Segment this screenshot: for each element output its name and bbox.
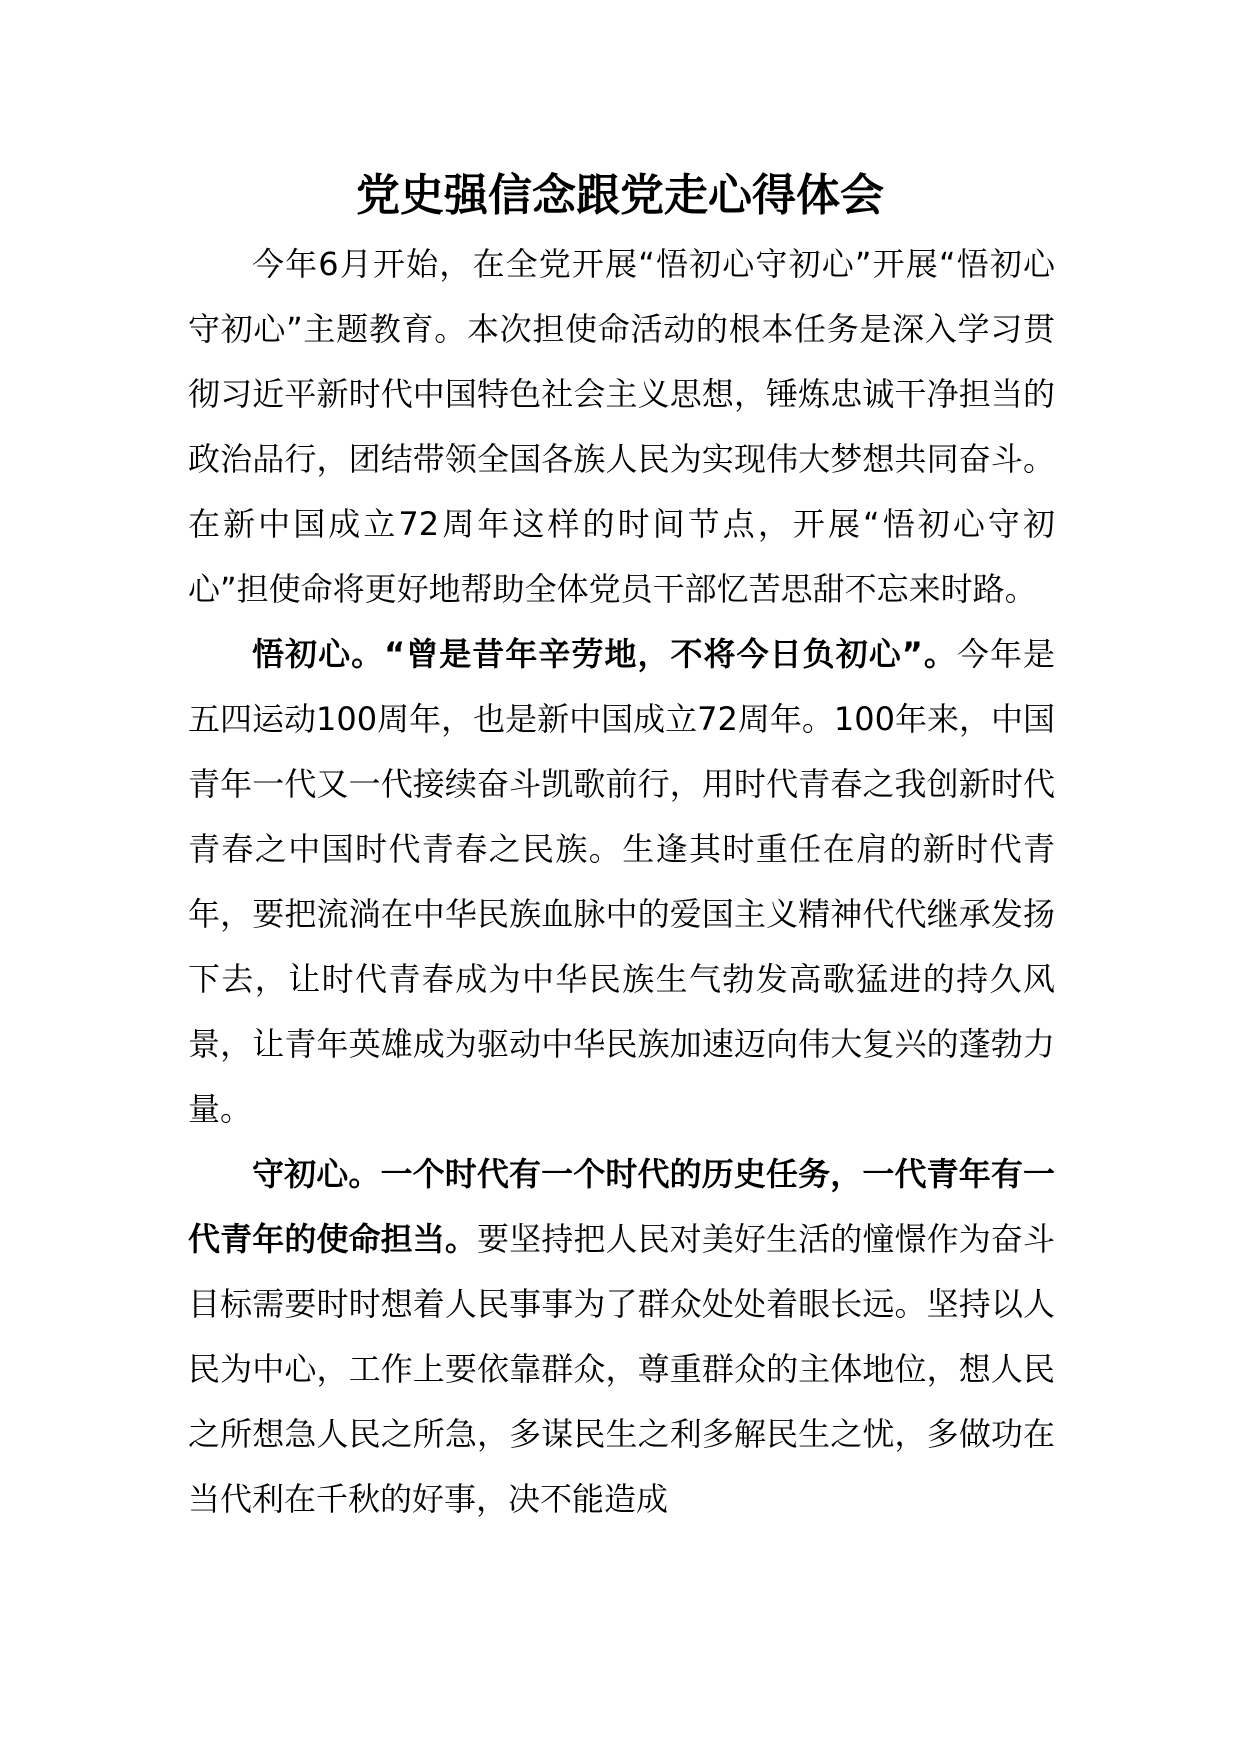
document-title: 党史强信念跟党走心得体会	[356, 170, 884, 221]
paragraph-lead: 守初心。一个时代有一个时代的历史任务，一代青年有一代青年的使命担当。	[188, 1155, 1055, 1258]
paragraph-lead: 悟初心。“曾是昔年辛劳地，不将今日负初心”。	[252, 635, 957, 673]
paragraph-intro	[188, 232, 1055, 622]
paragraph-text: 要坚持把人民对美好生活的憧憬作为奋斗目标需要时时想着人民事事为了群众处处着眼长远。坚持以人民为中心，工作上要依靠群众，尊重群众的主体地位，想人民之所想急人民之所急，多谋民生之利多解民生之忧，多做功在当代利在千秋的好事，决不能造成	[188, 1220, 1055, 1518]
paragraph-shou-chuxin	[188, 1142, 1055, 1532]
paragraph-text: 今年是五四运动100周年，也是新中国成立72周年。100年来，中国青年一代又一代接续奋斗凯歌前行，用时代青春之我创新时代青春之中国时代青春之民族。生逢其时重任在肩的新时代青年，要把流淌在中华民族血脉中的爱国主义精神代代继承发扬下去，让时代青春成为中华民族生气勃发高歌猛进的持久风景，让青年英雄成为驱动中华民族加速迈向伟大复兴的蓬勃力量。	[188, 635, 1055, 1128]
paragraph-text: 今年6月开始，在全党开展“悟初心守初心”开展“悟初心守初心”主题教育。本次担使命活动的根本任务是深入学习贯彻习近平新时代中国特色社会主义思想，锤炼忠诚干净担当的政治品行，团结带领全国各族人民为实现伟大梦想共同奋斗。在新中国成立72周年这样的时间节点，开展“悟初心守初心”担使命将更好地帮助全体党员干部忆苦思甜不忘来时路。	[188, 245, 1055, 608]
paragraph-wu-chuxin	[188, 622, 1055, 1142]
document-body	[188, 232, 1055, 1532]
